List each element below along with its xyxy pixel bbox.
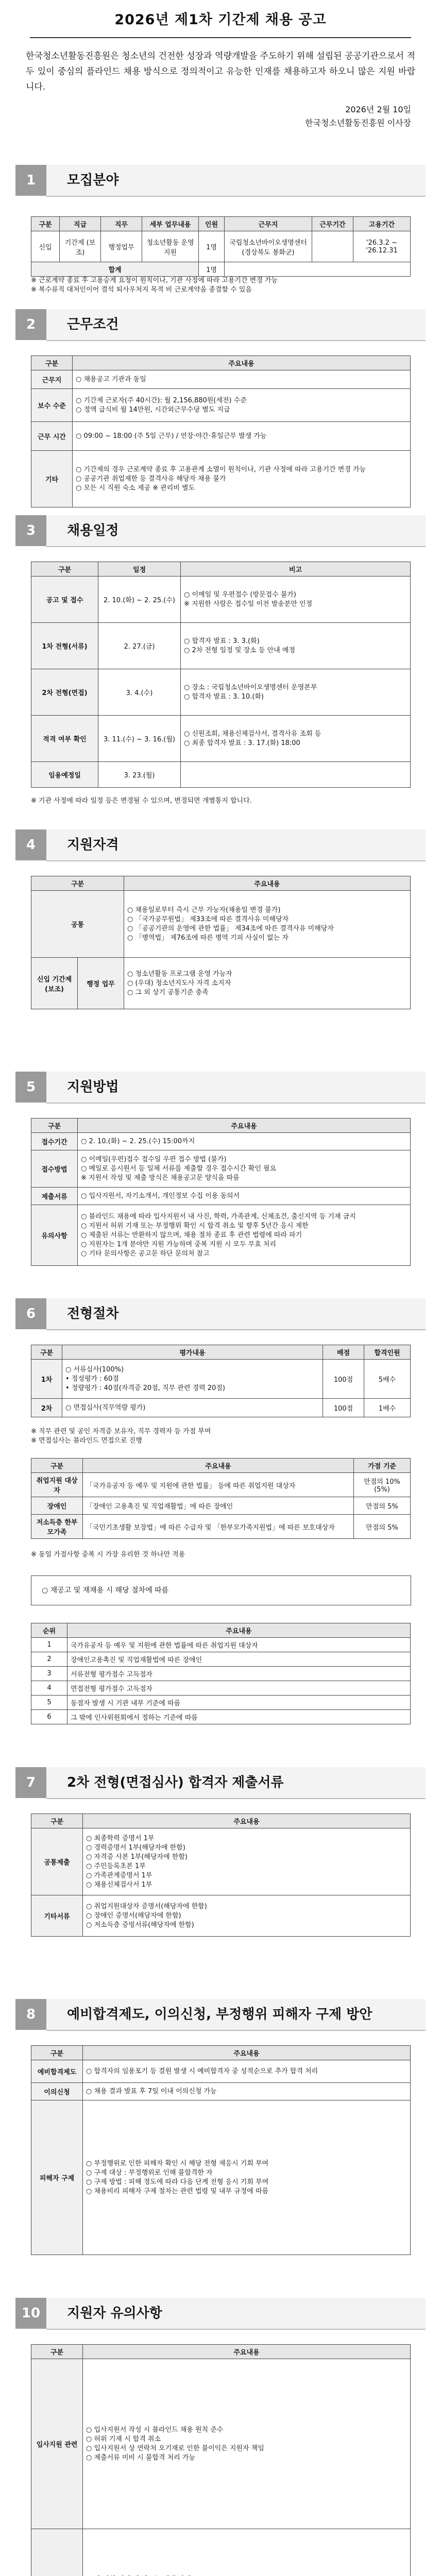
row-content [181, 623, 411, 669]
section-6-header [15, 1298, 426, 1329]
content-line: • 정량평가 : 40점(자격증 20점, 직무 관련 경력 20점) [65, 1384, 225, 1392]
content-line: ○ 채용 결과 발표 후 7일 이내 이의신청 가능 [86, 2087, 217, 2095]
row-label: 예비합격제도 [31, 2060, 83, 2083]
header-cell: 세부 업무내용 [142, 217, 199, 231]
section-7-header [15, 1767, 426, 1798]
content-line: ○ 기간제 근로자(주 40시간): 월 2,156,880원(세전) 수준 [76, 396, 247, 404]
header-cell: 직무 [101, 217, 142, 231]
content-line: ○ 가족관계증명서 1부 [86, 1871, 152, 1879]
row-content [78, 1150, 411, 1188]
content-line: ○ 채용비리 피해자 구제 절차는 관련 법령 및 내부 규정에 따름 [86, 2187, 269, 2195]
intro-date: 2026년 2월 10일 [345, 105, 411, 114]
rank-cell: 1 [31, 1638, 67, 1652]
row-date: 2. 10.(화) ~ 2. 25.(수) [98, 577, 181, 623]
section-title: 전형절차 [67, 1306, 119, 1321]
table-row [31, 1473, 411, 1497]
header-cell: 순위 [31, 1623, 67, 1638]
header-cell: 합격인원 [364, 1345, 411, 1360]
content-line: ○ 신원조회, 채용신체검사서, 결격사유 조회 등 [184, 730, 321, 738]
row-content [78, 1188, 411, 1205]
table-row [31, 389, 411, 422]
header-cell: 구분 [31, 876, 124, 891]
row-label: 2차 [31, 1399, 62, 1417]
header-cell: 구분 [31, 562, 98, 577]
row-label: 1차 [31, 1360, 62, 1399]
row-content [83, 2359, 411, 2529]
section-number: 1 [15, 165, 46, 196]
row-label: 근무 시간 [31, 422, 73, 451]
row-content [124, 958, 411, 1009]
total-label: 합계 [31, 262, 199, 277]
content-line: ○ 청소년활동 프로그램 운영 가능자 [127, 970, 232, 978]
content-line: ○ 구제 대상 : 부정행위로 인해 불합격한 자 [86, 2168, 213, 2177]
row-content: 서류전형 평가점수 고득점자 [67, 1667, 411, 1681]
content-line: ○ 입사지원서 상 연락처 오기재로 인한 불이익은 지원자 책임 [86, 2444, 264, 2452]
row-label: 1차 전형(서류) [31, 623, 98, 669]
header-cell: 비고 [181, 562, 411, 577]
row-content [83, 2100, 411, 2255]
content-line: ○ (우대) 청소년지도사 자격 소지자 [127, 979, 231, 987]
content-line: ○ 최종학력 증명서 1부 [86, 1834, 155, 1842]
recruit-notes [31, 276, 410, 295]
row-label: 기타 [31, 451, 73, 507]
section-title: 지원자 유의사항 [67, 2306, 162, 2321]
section-1-header [15, 165, 426, 196]
process-table [31, 1345, 411, 1417]
cell: 행정업무 [101, 231, 142, 262]
row-content [181, 669, 411, 716]
content-line: ○ 채용신체검사서 1부 [86, 1880, 152, 1889]
note-line: ※ 근로계약 종료 후 고용승계 요청이 원칙이나, 기관 사정에 따라 고용기간 변경 가능 [31, 277, 278, 284]
cell [312, 231, 353, 262]
work-table [31, 355, 411, 507]
priority-table [31, 1623, 411, 1724]
section-5-header [15, 1072, 426, 1103]
row-label: 근무지 [31, 370, 73, 389]
row-content: 「국가유공자 등 예우 및 지원에 관한 법률」 등에 따른 취업지원 대상자 [83, 1473, 354, 1497]
cell: '26.3.2 ~ '26.12.31 [353, 231, 411, 262]
rank-cell: 3 [31, 1667, 67, 1681]
content-line: ○ 지원자는 1개 분야만 지원 가능하며 중복 지원 시 모두 무효 처리 [81, 1240, 277, 1248]
table-row [31, 1497, 411, 1515]
table-row [31, 1360, 411, 1399]
content-line: ○ 경력증명서 1부(해당자에 한함) [86, 1843, 185, 1852]
row-label: 피해자 구제 [31, 2100, 83, 2255]
table-row [31, 1667, 411, 1681]
row-content [83, 2529, 411, 2576]
table-row [31, 1652, 411, 1667]
rank-cell: 4 [31, 1681, 67, 1696]
section-3-header [15, 515, 426, 546]
row-score: 100점 [323, 1360, 364, 1399]
row-content [124, 891, 411, 958]
table-row [31, 1515, 411, 1539]
table-row [31, 623, 411, 669]
note-line: ※ 복수류직 대처인이어 결석 퇴사우처지 목적 비 근로계약을 종결할 수 있음 [31, 286, 252, 294]
table-row [31, 716, 411, 762]
qualification-table [31, 876, 411, 1009]
header-cell: 구분 [31, 356, 73, 370]
content-line: ○ 합격자의 임용포기 등 결원 발생 시 예비합격자 중 성적순으로 추가 합격 처리 [86, 2067, 318, 2075]
row-content [62, 1399, 323, 1417]
row-content [83, 2060, 411, 2083]
content-line: ○ 메일로 응시원서 등 일체 서류를 제출할 경우 접수시간 확인 필요 [81, 1164, 277, 1173]
header-cell: 평가내용 [62, 1345, 323, 1360]
row-label: 적격 여부 확인 [31, 716, 98, 762]
table-header-row [31, 2046, 411, 2060]
content-line: ○ 장소 : 국립청소년바이오생명센터 운영본부 [184, 683, 317, 691]
table-row [31, 1188, 411, 1205]
intro-org: 한국청소년활동진흥원 이사장 [304, 118, 411, 128]
row-label: 공통 [31, 891, 124, 958]
row-content [83, 1895, 411, 1937]
content-line: ○ 채용공고 기관과 동일 [76, 375, 146, 383]
row-content: 그 밖에 인사위원회에서 정하는 기준에 따름 [67, 1710, 411, 1724]
table-header-row [31, 1814, 411, 1828]
content-line: ○ 합격자 발표 : 3. 10.(화) [184, 692, 264, 701]
table-row [31, 669, 411, 716]
section-number: 8 [15, 1999, 46, 2030]
row-content [73, 451, 411, 507]
cell: 청소년활동 운영 지원 [142, 231, 199, 262]
header-cell: 주요내용 [124, 876, 411, 891]
table-row [31, 762, 411, 788]
row-content [83, 1828, 411, 1895]
table-row [31, 891, 411, 958]
section-title: 2차 전형(면접심사) 합격자 제출서류 [67, 1775, 284, 1790]
content-line: ○ 면접심사(직무역량 평가) [65, 1403, 146, 1412]
process-notes [31, 1427, 410, 1446]
row-content [78, 1133, 411, 1150]
content-line: ○ 합격자 발표 : 3. 3.(화) [184, 637, 260, 645]
header-cell: 가점 기준 [354, 1459, 411, 1473]
recruit-table [31, 216, 411, 277]
table-row [31, 1696, 411, 1710]
section-title: 지원자격 [67, 837, 119, 853]
content-line: ○ 취업지원대상자 증명서(해당자에 한함) [86, 1902, 207, 1910]
content-line: ○ 장애인 증명서(해당자에 한함) [86, 1911, 181, 1920]
row-label: 유의사항 [31, 1205, 78, 1266]
row-label: 임용예정일 [31, 762, 98, 788]
row-content: 면접전형 평가점수 고득점자 [67, 1681, 411, 1696]
header-cell: 주요내용 [83, 1459, 354, 1473]
section-number: 2 [15, 309, 46, 340]
cell: 기간제 (보조) [60, 231, 101, 262]
documents-table [31, 1814, 411, 1937]
content-line: ○ 이메일(우편)접수 접수일 우편 접수 방법 (불가) [81, 1155, 227, 1163]
table-header-row [31, 1623, 411, 1638]
header-cell: 주요내용 [83, 2046, 411, 2060]
row-content: 「국민기초생활 보장법」에 따른 수급자 및 「한부모가족지원법」에 따른 보호대상자 [83, 1515, 354, 1539]
table-row [31, 422, 411, 451]
rehire-box [31, 1575, 411, 1605]
schedule-table [31, 562, 411, 788]
row-count: 1배수 [364, 1399, 411, 1417]
cell: 신입 [31, 231, 60, 262]
content-line: ○ 2차 전형 일정 및 장소 등 안내 예정 [184, 646, 295, 654]
row-date: 3. 4.(수) [98, 669, 181, 716]
header-cell: 근무지 [225, 217, 312, 231]
rank-cell: 5 [31, 1696, 67, 1710]
content-line: ○ 입사지원서 작성 시 블라인드 채용 원칙 준수 [86, 2426, 224, 2434]
content-line: ○ 지원서 허위 기재 또는 부정행위 확인 시 합격 취소 및 향후 5년간 응시 제한 [81, 1222, 309, 1230]
row-label: 저소득층 한부모가족 [31, 1515, 83, 1539]
content-line: ○ 공공기관 취업제한 등 결격사유 해당자 채용 불가 [76, 474, 226, 483]
row-label: 이의신청 [31, 2083, 83, 2100]
row-label: 접수방법 [31, 1150, 78, 1188]
header-cell: 구분 [31, 1345, 62, 1360]
header-cell: 주요내용 [73, 356, 411, 370]
header-cell: 주요내용 [78, 1118, 411, 1133]
table-row [31, 2083, 411, 2100]
row-content [181, 762, 411, 788]
row-score: 만점의 10%(5%) [354, 1473, 411, 1497]
row-score: 100점 [323, 1399, 364, 1417]
table-row [31, 1828, 411, 1895]
row-content [62, 1360, 323, 1399]
header-cell: 구분 [31, 1814, 83, 1828]
total-value: 1명 [199, 262, 225, 277]
table-row [31, 451, 411, 507]
section-number: 6 [15, 1298, 46, 1329]
table-row [31, 1399, 411, 1417]
row-date: 2. 27.(금) [98, 623, 181, 669]
table-row [31, 2359, 411, 2529]
table-row [31, 1710, 411, 1724]
schedule-note: ※ 기관 사정에 따라 일정 등은 변경될 수 있으며, 변경되면 개별통지 합니다. [31, 797, 252, 805]
section-8-header [15, 1999, 426, 2030]
table-row [31, 1150, 411, 1188]
content-line: ○ 「국가공무원법」 제33조에 따른 결격사유 미해당자 [127, 915, 289, 923]
content-line: ○ 그 외 상기 공통기준 충족 [127, 988, 209, 996]
apply-table [31, 1118, 411, 1266]
note-line: ※ 면접심사는 블라인드 면접으로 진행 [31, 1437, 142, 1445]
table-header-row [31, 562, 411, 577]
rank-cell: 2 [31, 1652, 67, 1667]
cell: 국립청소년바이오생명센터 (경상북도 봉화군) [225, 231, 312, 262]
section-10-header [15, 2298, 426, 2329]
content-line: ○ 서류심사(100%) [65, 1365, 124, 1374]
row-label: 보수 수준 [31, 389, 73, 422]
content-line: ○ 블라인드 채용에 따라 입사지원서 내 사진, 학력, 가족관계, 신체조건, 출신지역 등 기재 금지 [81, 1212, 356, 1221]
content-line: ○ 「병역법」 제76조에 따른 병역 기피 사실이 없는 자 [127, 934, 289, 942]
content-line: ○ 2. 10.(화) ~ 2. 25.(수) 15:00까지 [81, 1137, 195, 1145]
row-label: 기타서류 [31, 1895, 83, 1937]
table-header-row [31, 1459, 411, 1473]
row-content [181, 577, 411, 623]
header-cell: 구분 [31, 1118, 78, 1133]
table-header-row [31, 356, 411, 370]
row-label: 공통제출 [31, 1828, 83, 1895]
header-cell: 인원 [199, 217, 225, 231]
section-title: 근무조건 [67, 317, 119, 332]
table-row [31, 958, 411, 1009]
table-row [31, 577, 411, 623]
header-cell: 배점 [323, 1345, 364, 1360]
content-line: ○ 모든 시 직원 숙소 제공 ※ 관리비 별도 [76, 484, 195, 492]
header-cell: 고용기간 [353, 217, 411, 231]
section-title: 예비합격제도, 이의신청, 부정행위 피해자 구제 방안 [67, 2007, 372, 2022]
content-line: ○ 채용일로부터 즉시 근무 가능자(채용일 변경 불가) [127, 906, 281, 914]
row-label: 장애인 [31, 1497, 83, 1515]
content-line: ○ 최종 합격자 발표 : 3. 17.(화) 18:00 [184, 739, 300, 747]
header-cell: 구분 [31, 217, 60, 231]
bonus-note: ※ 동일 가점사항 중복 시 가장 유리한 것 하나만 적용 [31, 1551, 185, 1558]
content-line: ○ 이메일 및 우편접수 (방문접수 불가) [184, 590, 296, 599]
table-header-row [31, 876, 411, 891]
row-label: 취업지원 대상자 [31, 1473, 83, 1497]
table-row [31, 2060, 411, 2083]
content-line: ○ 저소득층 증빙서류(해당자에 한함) [86, 1921, 194, 1929]
row-count: 5배수 [364, 1360, 411, 1399]
table-row [31, 1895, 411, 1937]
table-row [31, 2529, 411, 2576]
header-cell: 구분 [31, 1459, 83, 1473]
content-line: ※ 지원한 사람은 접수일 이전 발송분만 인정 [184, 600, 313, 608]
section-number: 3 [15, 515, 46, 546]
section-title: 채용일정 [67, 523, 119, 538]
content-line: ○ 제출된 서류는 반환하지 않으며, 채용 절차 종료 후 관련 법령에 따라 파기 [81, 1231, 302, 1239]
row-content: 장애인고용촉진 및 직업재활법에 따른 장애인 [67, 1652, 411, 1667]
rehire-text: ○ 재공고 및 재채용 시 해당 절차에 따름 [42, 1586, 169, 1595]
rank-cell: 6 [31, 1710, 67, 1724]
row-content: 국가유공자 등 예우 및 지원에 관한 법률에 따른 취업지원 대상자 [67, 1638, 411, 1652]
table-row [31, 2100, 411, 2255]
row-label: 신입 기간제 (보조) [31, 958, 78, 1009]
row-content [73, 389, 411, 422]
content-line: ○ 구제 방법 : 피해 정도에 따라 다음 단계 전형 응시 기회 부여 [86, 2178, 269, 2186]
table-header-row [31, 217, 411, 231]
title-divider [30, 37, 411, 38]
row-content [73, 370, 411, 389]
content-line: ※ 지원서 작성 및 제출 방식은 채용공고문 양식을 따름 [81, 1174, 240, 1182]
section-number: 10 [15, 2298, 46, 2329]
row-content: 동점자 발생 시 기관 내부 기준에 따름 [67, 1696, 411, 1710]
row-label: 2차 전형(면접) [31, 669, 98, 716]
header-cell: 구분 [31, 2345, 83, 2359]
table-header-row [31, 1118, 411, 1133]
row-content [73, 422, 411, 451]
content-line: ○ 허위 기재 시 합격 취소 [86, 2435, 161, 2443]
row-score: 만점의 5% [354, 1497, 411, 1515]
row-label: 제출서류 [31, 1188, 78, 1205]
table-row [31, 1133, 411, 1150]
bonus-table [31, 1458, 411, 1539]
cell [225, 262, 411, 277]
section-2-header [15, 309, 426, 340]
page-title: 2026년 제1차 기간제 채용 공고 [114, 12, 327, 28]
table-header-row [31, 1345, 411, 1360]
header-cell: 근무기간 [312, 217, 353, 231]
header-cell: 주요내용 [67, 1623, 411, 1638]
header-cell: 주요내용 [83, 2345, 411, 2359]
header-cell: 주요내용 [83, 1814, 411, 1828]
content-line: ○ 제출서류 미비 시 불합격 처리 가능 [86, 2453, 195, 2462]
section-title: 지원방법 [67, 1079, 119, 1095]
content-line: ○ 부정행위로 인한 피해자 확인 시 해당 전형 재응시 기회 부여 [86, 2159, 269, 2167]
row-label: 접수기간 [31, 1133, 78, 1150]
content-line: ○ 정액 급식비 월 14만원, 시간외근무수당 별도 지급 [76, 405, 230, 414]
row-content [83, 2083, 411, 2100]
content-line: ○ 자격증 사본 1부(해당자에 한함) [86, 1853, 188, 1861]
content-line: ○ 주민등록초본 1부 [86, 1862, 146, 1870]
table-row [31, 370, 411, 389]
header-cell: 직급 [60, 217, 101, 231]
table-header-row [31, 2345, 411, 2359]
header-cell: 구분 [31, 2046, 83, 2060]
intro-paragraph: 한국청소년활동진흥원은 청소년의 건전한 성장과 역량개발을 주도하기 위해 설립된 공공기관으로서 적두 있이 중심의 플라인드 채용 방식으로 정의적이고 유능한 인재를 채용하고자 하오니 많은 지원 바랍니다. [26, 51, 415, 92]
row-date: 3. 11.(수) ~ 3. 16.(월) [98, 716, 181, 762]
table-row [31, 1681, 411, 1696]
table-row [31, 231, 411, 262]
content-line: ○ 09:00 ~ 18:00 (주 5일 근무) / 연장·야간·휴일근무 발생 가능 [76, 432, 267, 440]
table-row [31, 1638, 411, 1652]
content-line: ○ 기타 문의사항은 공고문 하단 문의처 참고 [81, 1249, 210, 1258]
cell: 1명 [199, 231, 225, 262]
section-number: 4 [15, 829, 46, 860]
section-number: 5 [15, 1072, 46, 1103]
note-line: ※ 직무 관련 및 공인 자격증 보유자, 직무 경력자 등 가점 부여 [31, 1428, 211, 1435]
row-content [78, 1205, 411, 1266]
row-date: 3. 23.(월) [98, 762, 181, 788]
content-line: • 정성평가 : 60점 [65, 1375, 119, 1383]
content-line: ○ 기간제의 경우 근로계약 종료 후 고용관계 소멸이 원칙이나, 기관 사정에 따라 고용기간 변경 가능 [76, 465, 366, 473]
row-label: 입사지원 관련 [31, 2359, 83, 2529]
table-row [31, 1205, 411, 1266]
section-number: 7 [15, 1767, 46, 1798]
remedy-table [31, 2045, 411, 2255]
row-score: 만점의 5% [354, 1515, 411, 1539]
caution-table [31, 2344, 411, 2576]
content-line: ○ 「공공기관의 운영에 관한 법률」 제34조에 따른 결격사유 미해당자 [127, 924, 334, 933]
header-cell: 일정 [98, 562, 181, 577]
section-title: 모집분야 [67, 173, 119, 188]
row-label [31, 2529, 83, 2576]
row-content: 「장애인 고용촉진 및 직업재활법」에 따른 장애인 [83, 1497, 354, 1515]
row-content [181, 716, 411, 762]
row-label: 공고 및 접수 [31, 577, 98, 623]
content-line: ○ 입사지원서, 자기소개서, 개인정보 수집 이용 동의서 [81, 1192, 240, 1200]
row-sublabel: 행정 업무 [78, 958, 124, 1009]
section-4-header [15, 829, 426, 860]
table-total-row [31, 262, 411, 277]
